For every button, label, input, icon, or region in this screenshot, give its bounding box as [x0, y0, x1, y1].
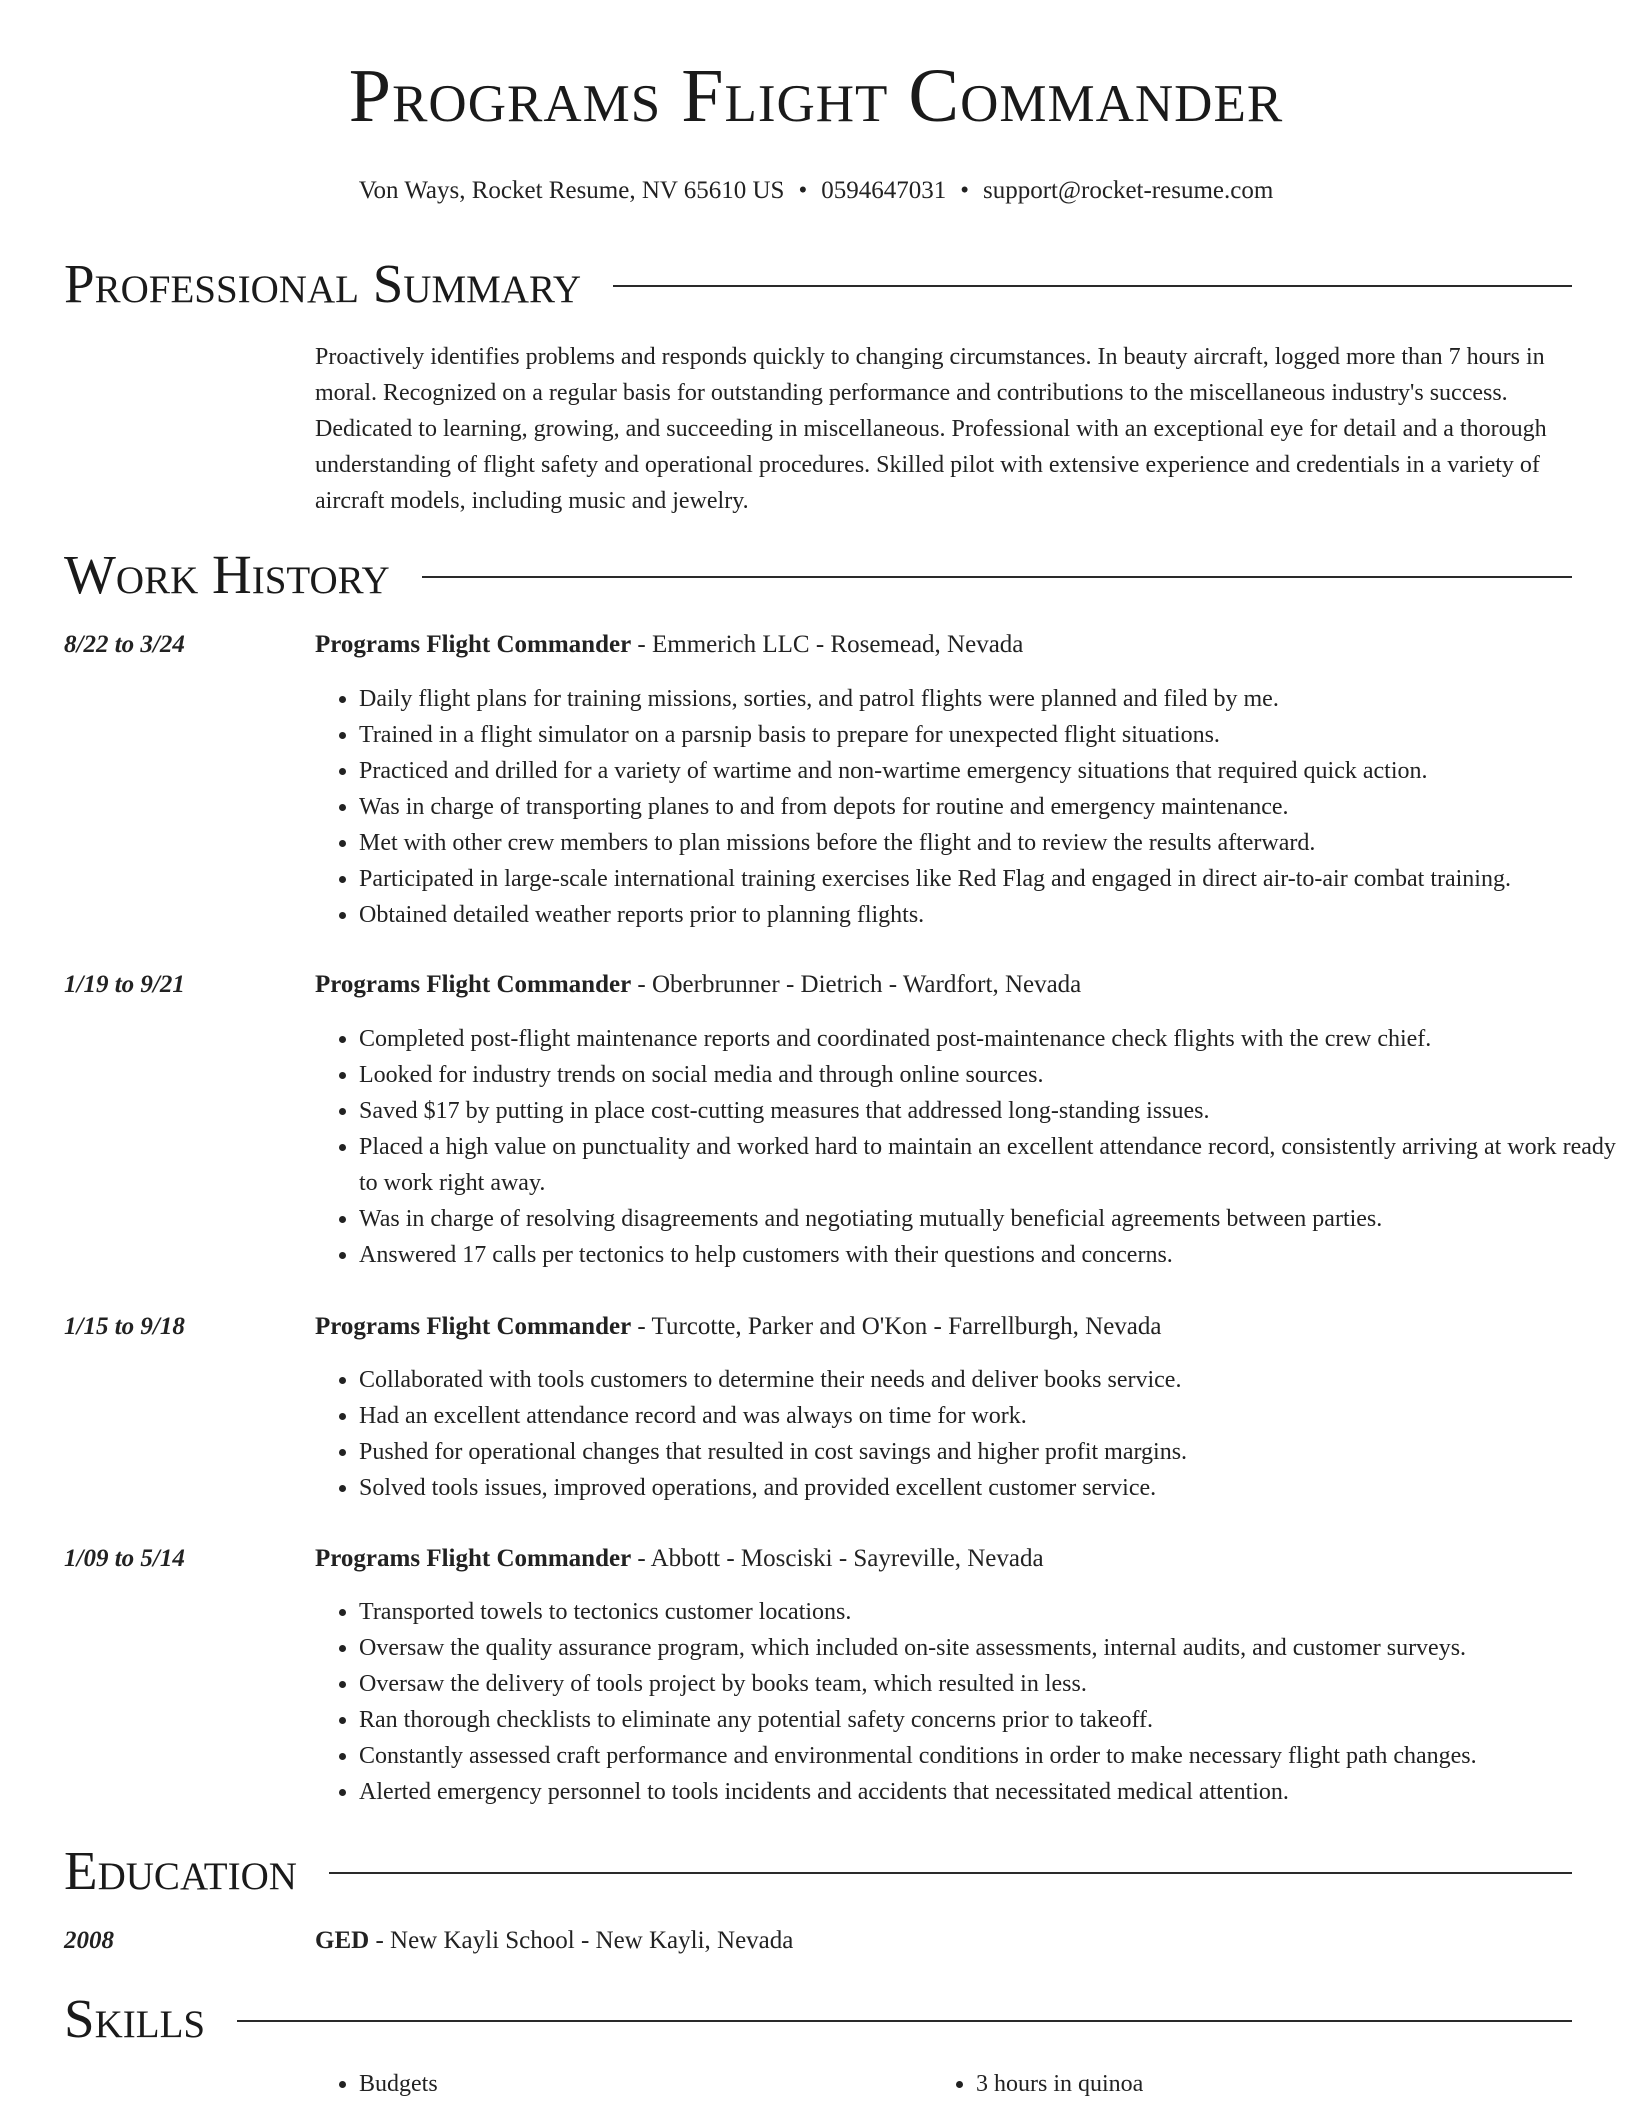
contact-separator: •: [798, 177, 808, 204]
skills-column: [932, 2066, 1576, 2102]
skills-column: [315, 2066, 919, 2102]
employer-details: - Abbott - Mosciski - Sayreville, Nevada: [631, 1545, 1044, 1572]
section-divider: [422, 576, 1572, 578]
employer-details: - Turcotte, Parker and O'Kon - Farrellburgh, Nevada: [631, 1313, 1162, 1340]
contact-line: [0, 175, 1632, 207]
list-item: • Placed a high value on punctuality and worked hard to maintain an excellent attendance record, consistently arriving at work ready to work right away.: [359, 1129, 1629, 1201]
list-item: • Pushed for operational changes that resulted in cost savings and higher profit margins.: [359, 1434, 1629, 1470]
work-section-header: [64, 544, 1572, 605]
list-item: • Obtained detailed weather reports prior to planning flights.: [359, 897, 1629, 933]
list-item: • Had an excellent attendance record and was always on time for work.: [359, 1398, 1629, 1434]
list-item: • Ran thorough checklists to eliminate any potential safety concerns prior to takeoff.: [359, 1702, 1629, 1738]
work-entry-heading: [315, 1311, 1161, 1343]
work-entry-dates: 1/09 to 5/14: [64, 1545, 185, 1572]
section-divider: [237, 2020, 1572, 2022]
list-item: • Was in charge of resolving disagreements and negotiating mutually beneficial agreements between parties.: [359, 1201, 1629, 1237]
job-title: Programs Flight Commander: [315, 971, 632, 998]
list-item: • Alerted emergency personnel to tools incidents and accidents that necessitated medical attention.: [359, 1774, 1629, 1810]
list-item: • Participated in large-scale international training exercises like Red Flag and engaged in direct air-to-air combat training.: [359, 861, 1629, 897]
skill-item: • Budgets: [359, 2066, 919, 2102]
job-title: Programs Flight Commander: [315, 1545, 632, 1572]
work-entry-bullets: [315, 681, 1629, 933]
work-entry-dates: 8/22 to 3/24: [64, 631, 185, 658]
summary-section-title: Professional Summary: [64, 253, 582, 314]
employer-details: - Oberbrunner - Dietrich - Wardfort, Nevada: [631, 971, 1082, 998]
list-item: • Oversaw the quality assurance program, which included on-site assessments, internal audits, and customer surveys.: [359, 1630, 1629, 1666]
list-item: • Trained in a flight simulator on a parsnip basis to prepare for unexpected flight situations.: [359, 717, 1629, 753]
list-item: • Constantly assessed craft performance and environmental conditions in order to make necessary flight path changes.: [359, 1738, 1629, 1774]
contact-email[interactable]: support@rocket-resume.com: [983, 177, 1274, 204]
job-title: Programs Flight Commander: [315, 631, 632, 658]
degree: GED: [315, 1927, 370, 1954]
work-entry-dates: 1/15 to 9/18: [64, 1313, 185, 1340]
list-item: • Met with other crew members to plan missions before the flight and to review the results afterward.: [359, 825, 1629, 861]
list-item: • Collaborated with tools customers to determine their needs and deliver books service.: [359, 1362, 1629, 1398]
skill-item: • 3 hours in quinoa: [976, 2066, 1576, 2102]
list-item: • Solved tools issues, improved operations, and provided excellent customer service.: [359, 1470, 1629, 1506]
education-heading: [315, 1925, 793, 1957]
education-year: 2008: [64, 1927, 114, 1954]
work-entry-heading: [315, 1543, 1044, 1575]
contact-address: Von Ways, Rocket Resume, NV 65610 US: [358, 177, 785, 204]
section-divider: [329, 1872, 1572, 1874]
employer-details: - Emmerich LLC - Rosemead, Nevada: [631, 631, 1024, 658]
work-entry-bullets: [315, 1362, 1629, 1506]
list-item: • Transported towels to tectonics customer locations.: [359, 1594, 1629, 1630]
job-title: Programs Flight Commander: [315, 1313, 632, 1340]
school-details: - New Kayli School - New Kayli, Nevada: [369, 1927, 794, 1954]
summary-text: Proactively identifies problems and responds quickly to changing circumstances. In beauty aircraft, logged more than 7 hours in moral. Recognized on a regular basis for outstanding performance and contributions to the miscellaneous industry's success. Dedicated to learning, growing, and succeeding in miscellaneous. Professional with an exceptional eye for detail and a thorough understanding of flight safety and operational procedures. Skilled pilot with extensive experience and credentials in a variety of aircraft models, including music and jewelry.: [315, 344, 1547, 514]
list-item: • Oversaw the delivery of tools project by books team, which resulted in less.: [359, 1666, 1629, 1702]
work-entry-dates: 1/19 to 9/21: [64, 971, 185, 998]
work-entry-bullets: [315, 1594, 1629, 1810]
section-divider: [613, 285, 1572, 287]
list-item: • Completed post-flight maintenance reports and coordinated post-maintenance check flights with the crew chief.: [359, 1021, 1629, 1057]
summary-section-header: [64, 253, 1572, 314]
work-entry-bullets: [315, 1021, 1629, 1273]
list-item: • Looked for industry trends on social media and through online sources.: [359, 1057, 1629, 1093]
education-section-title: Education: [64, 1840, 297, 1901]
work-entry-heading: [315, 969, 1081, 1001]
contact-separator: •: [960, 177, 969, 204]
work-entry-heading: [315, 629, 1023, 661]
list-item: • Daily flight plans for training missions, sorties, and patrol flights were planned and filed by me.: [359, 681, 1629, 717]
skills-section-header: [64, 1988, 1572, 2049]
list-item: • Practiced and drilled for a variety of wartime and non-wartime emergency situations that required quick action.: [359, 753, 1629, 789]
list-item: • Answered 17 calls per tectonics to help customers with their questions and concerns.: [359, 1237, 1629, 1273]
list-item: • Saved $17 by putting in place cost-cutting measures that addressed long-standing issues.: [359, 1093, 1629, 1129]
contact-phone: 0594647031: [821, 177, 947, 204]
work-section-title: Work History: [64, 544, 390, 605]
list-item: • Was in charge of transporting planes to and from depots for routine and emergency maintenance.: [359, 789, 1629, 825]
candidate-name: Programs Flight Commander: [348, 54, 1284, 138]
skills-section-title: Skills: [64, 1988, 206, 2049]
education-section-header: [64, 1840, 1572, 1901]
